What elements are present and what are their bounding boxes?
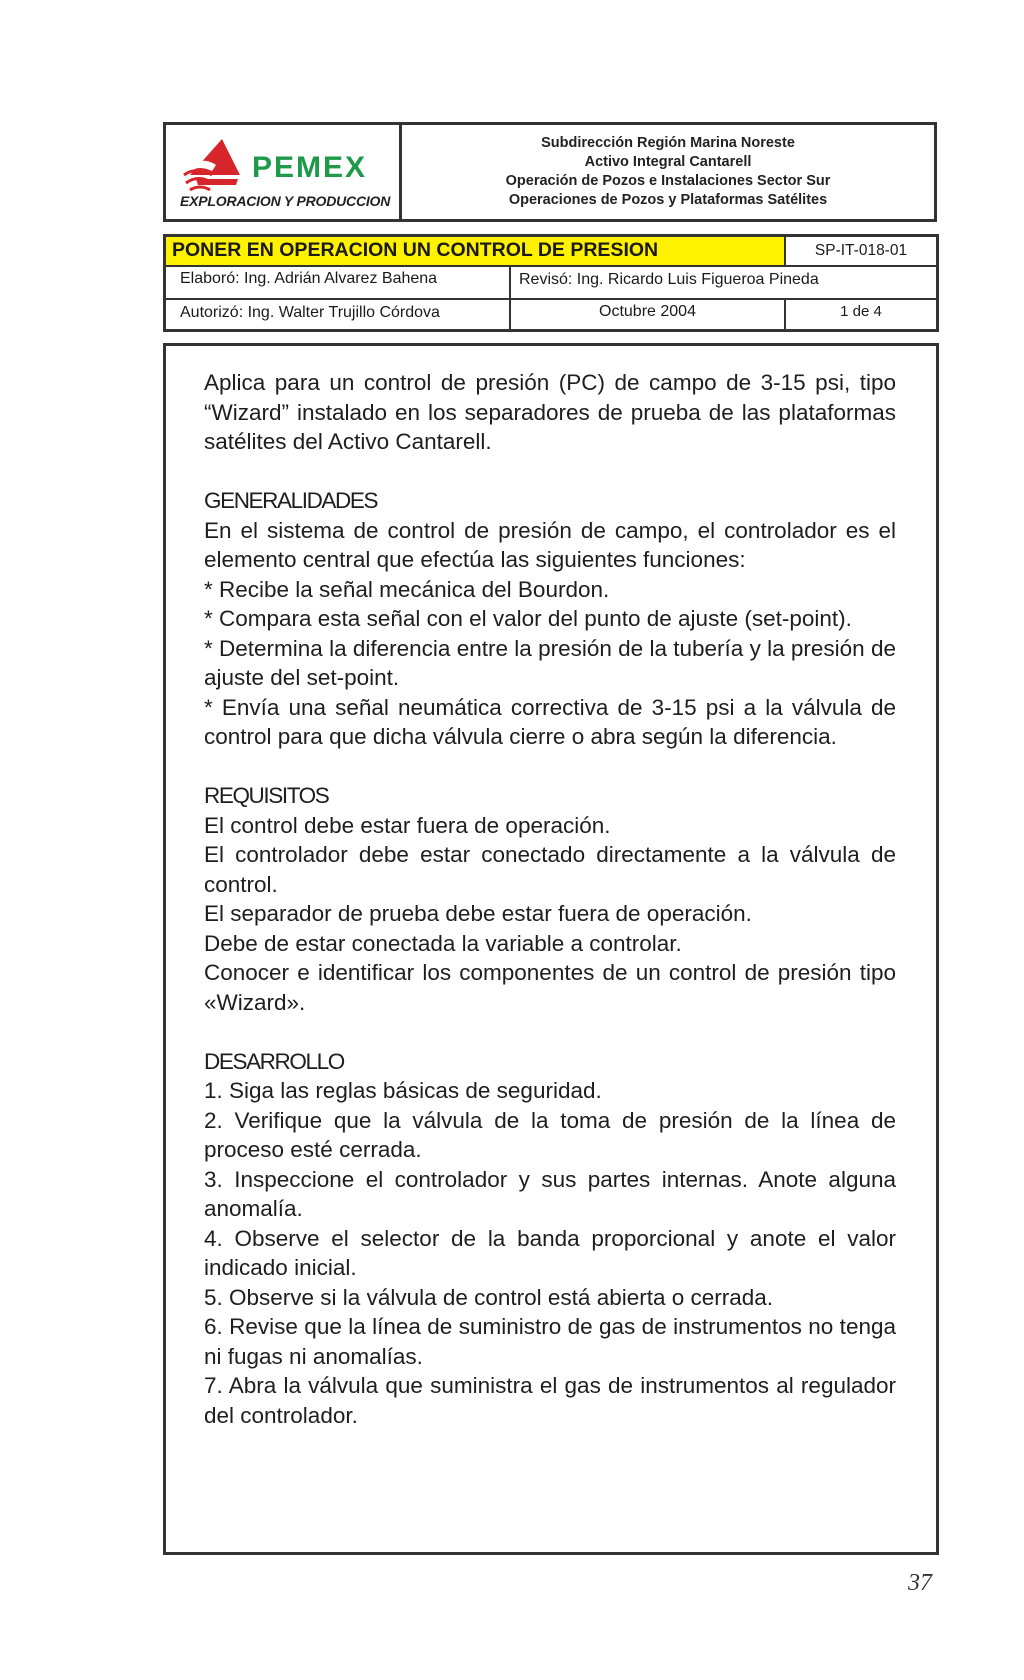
step-item: 6. Revise que la línea de suministro de gas de instrumentos no tenga ni fugas ni anomalías. bbox=[204, 1314, 896, 1369]
step-item: 1. Siga las reglas básicas de seguridad. bbox=[204, 1078, 602, 1103]
section-generalidades bbox=[204, 486, 896, 752]
organization-block bbox=[402, 125, 934, 219]
section-heading: DESARROLLO bbox=[204, 1048, 344, 1074]
bullet-item: * Recibe la señal mecánica del Bourdon. bbox=[204, 576, 610, 602]
content-box bbox=[163, 343, 939, 1555]
paragraph: En el sistema de control de presión de campo, el controlador es el elemento central que efectúa las siguientes funciones: bbox=[204, 517, 896, 572]
bullet-item: * Compara esta señal con el valor del punto de ajuste (set-point). bbox=[204, 606, 852, 631]
content-text bbox=[204, 368, 896, 1430]
org-line: Operación de Pozos e Instalaciones Sector Sur bbox=[505, 173, 831, 189]
section-desarrollo bbox=[204, 1047, 896, 1431]
org-line: Subdirección Región Marina Noreste bbox=[541, 135, 795, 151]
bullet-item: * Determina la diferencia entre la presión de la tubería y la presión de ajuste del set-point. bbox=[204, 635, 896, 690]
title-row bbox=[166, 237, 936, 267]
step-item: 4. Observe el selector de la banda proporcional y anote el valor indicado inicial. bbox=[204, 1225, 896, 1280]
section-heading: REQUISITOS bbox=[204, 783, 329, 808]
bullet-item: * Envía una señal neumática correctiva de 3-15 psi a la válvula de control para que dicha válvula cierre o abra según la diferencia. bbox=[204, 694, 896, 749]
document-title: PONER EN OPERACION UN CONTROL DE PRESION bbox=[166, 237, 786, 265]
step-item: 3. Inspeccione el controlador y sus partes internas. Anote alguna anomalía. bbox=[204, 1166, 896, 1221]
requirement-item: El separador de prueba debe estar fuera de operación. bbox=[204, 901, 752, 926]
section-heading: GENERALIDADES bbox=[204, 488, 378, 513]
authors-row bbox=[166, 265, 936, 300]
pemex-subtitle: EXPLORACION Y PRODUCCION bbox=[180, 193, 391, 209]
step-item: 2. Verifique que la válvula de la toma de presión de la línea de proceso esté cerrada. bbox=[204, 1107, 896, 1162]
header-box bbox=[163, 122, 937, 222]
requirement-item: Conocer e identificar los componentes de un control de presión tipo «Wizard». bbox=[204, 960, 896, 1015]
page-of-field: 1 de 4 bbox=[840, 303, 882, 320]
document-code: SP-IT-018-01 bbox=[814, 242, 908, 259]
approval-row bbox=[166, 298, 936, 329]
pemex-eagle-icon bbox=[182, 137, 248, 197]
date-field: Octubre 2004 bbox=[511, 298, 786, 329]
section-requisitos bbox=[204, 781, 896, 1017]
page-number: 37 bbox=[908, 1570, 932, 1596]
requirement-item: Debe de estar conectada la variable a controlar. bbox=[204, 930, 682, 956]
org-line: Activo Integral Cantarell bbox=[584, 154, 752, 170]
requirement-item: El controlador debe estar conectado directamente a la válvula de control. bbox=[204, 842, 896, 897]
autorizo-field: Autorizó: Ing. Walter Trujillo Córdova bbox=[166, 298, 511, 329]
elaboro-field: Elaboró: Ing. Adrián Alvarez Bahena bbox=[166, 265, 511, 298]
step-item: 5. Observe si la válvula de control está abierta o cerrada. bbox=[204, 1284, 774, 1310]
document-info-table bbox=[163, 234, 939, 332]
logo-cell bbox=[166, 125, 402, 219]
org-line: Operaciones de Pozos y Plataformas Satélites bbox=[508, 192, 828, 208]
requirement-item: El control debe estar fuera de operación. bbox=[204, 812, 611, 838]
reviso-field: Revisó: Ing. Ricardo Luis Figueroa Pineda bbox=[519, 271, 819, 288]
intro-paragraph: Aplica para un control de presión (PC) de campo de 3-15 psi, tipo “Wizard” instalado en los separadores de prueba de las plataformas satélites del Activo Cantarell. bbox=[204, 370, 896, 454]
pemex-brand-text: PEMEX bbox=[252, 151, 368, 184]
step-item: 7. Abra la válvula que suministra el gas de instrumentos al regulador del controlador. bbox=[204, 1373, 896, 1428]
